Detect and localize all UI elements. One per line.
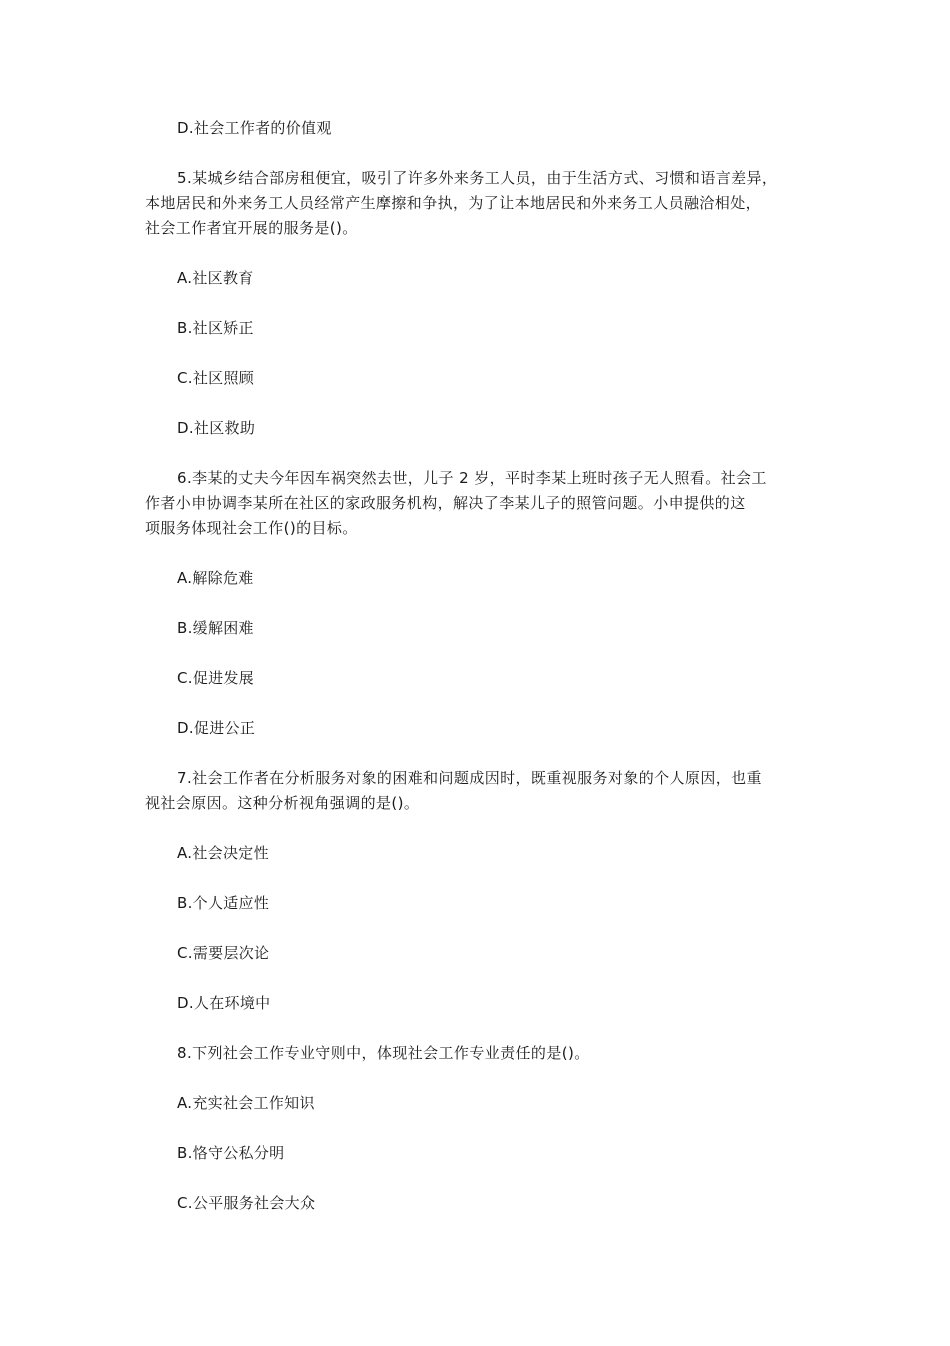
q7-option-a: A.社会决定性 xyxy=(177,844,269,862)
q8-stem-line-1: 8.下列社会工作专业守则中，体现社会工作专业责任的是()。 xyxy=(177,1044,590,1062)
q6-stem-line-2: 作者小申协调李某所在社区的家政服务机构，解决了李某儿子的照管问题。小申提供的这 xyxy=(145,494,746,512)
q6-option-c: C.促进发展 xyxy=(177,669,255,687)
q6-option-a: A.解除危难 xyxy=(177,569,254,587)
q6-stem xyxy=(145,466,810,541)
q5-option-d: D.社区救助 xyxy=(177,419,256,437)
q5-option-b: B.社区矫正 xyxy=(177,319,254,337)
q7-stem xyxy=(145,766,810,816)
q5-option-a: A.社区教育 xyxy=(177,269,254,287)
q8-option-b: B.恪守公私分明 xyxy=(177,1144,285,1162)
q6-option-d: D.促进公正 xyxy=(177,719,256,737)
q4-option-d: D.社会工作者的价值观 xyxy=(177,119,332,137)
q7-option-b: B.个人适应性 xyxy=(177,894,270,912)
q5-option-c: C.社区照顾 xyxy=(177,369,255,387)
q5-stem xyxy=(145,166,810,241)
q8-option-a: A.充实社会工作知识 xyxy=(177,1094,315,1112)
q7-stem-line-1: 7.社会工作者在分析服务对象的困难和问题成因时，既重视服务对象的个人原因，也重 xyxy=(177,769,762,787)
q5-stem-line-2: 本地居民和外来务工人员经常产生摩擦和争执，为了让本地居民和外来务工人员融洽相处， xyxy=(145,194,762,212)
q6-stem-line-1: 6.李某的丈夫今年因车祸突然去世，儿子 2 岁，平时李某上班时孩子无人照看。社会工 xyxy=(177,469,767,487)
q7-option-c: C.需要层次论 xyxy=(177,944,270,962)
q5-stem-line-3: 社会工作者宜开展的服务是()。 xyxy=(145,219,358,237)
q8-option-c: C.公平服务社会大众 xyxy=(177,1194,316,1212)
q7-option-d: D.人在环境中 xyxy=(177,994,271,1012)
q7-stem-line-2: 视社会原因。这种分析视角强调的是()。 xyxy=(145,794,420,812)
q5-stem-line-1: 5.某城乡结合部房租便宜，吸引了许多外来务工人员，由于生活方式、习惯和语言差异， xyxy=(177,169,778,187)
q6-option-b: B.缓解困难 xyxy=(177,619,254,637)
q8-stem xyxy=(145,1041,810,1066)
q6-stem-line-3: 项服务体现社会工作()的目标。 xyxy=(145,519,358,537)
